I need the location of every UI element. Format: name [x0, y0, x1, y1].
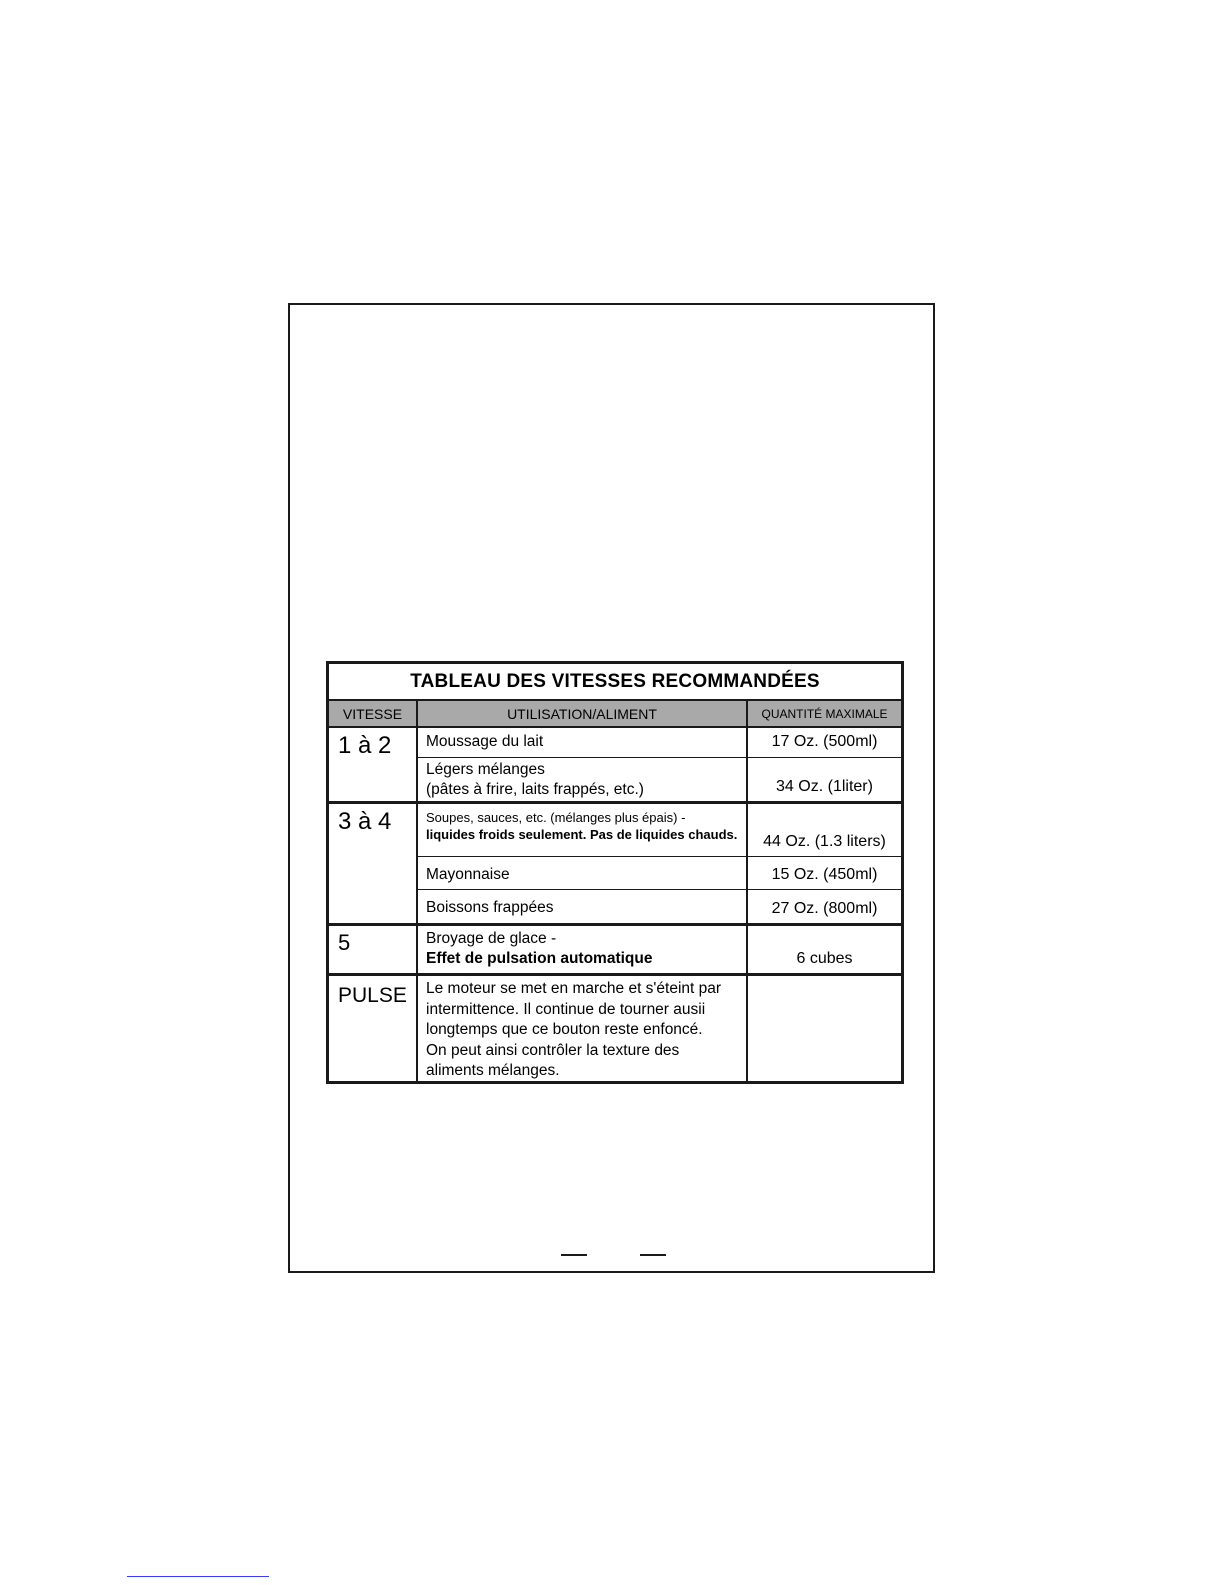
speed-group: [329, 801, 901, 923]
use-cell: [418, 804, 748, 856]
page-number-dash-left: [561, 1254, 587, 1256]
header-use: UTILISATION/ALIMENT: [418, 701, 748, 726]
use-text: Boissons frappées: [426, 899, 554, 916]
use-text: Le moteur se met en marche et s'éteint par: [426, 980, 722, 997]
speed-group: [329, 923, 901, 973]
quantity-cell: [748, 976, 901, 1081]
use-text: (pâtes à frire, laits frappés, etc.): [426, 781, 644, 798]
speed-label: 1 à 2: [329, 728, 418, 801]
use-text: Moussage du lait: [426, 733, 544, 750]
table-title: TABLEAU DES VITESSES RECOMMANDÉES: [410, 670, 820, 692]
use-text: longtemps que ce bouton reste enfoncé.: [426, 1021, 703, 1038]
use-text: Légers mélanges: [426, 761, 545, 778]
header-speed: VITESSE: [329, 701, 418, 726]
table-row: [418, 856, 901, 889]
use-cell: [418, 890, 748, 923]
quantity-cell: 15 Oz. (450ml): [771, 866, 878, 883]
use-text: intermittence. Il continue de tourner ausii: [426, 1000, 706, 1018]
use-cell: [418, 857, 748, 889]
quantity-cell: 6 cubes: [796, 950, 853, 967]
use-cell: [418, 728, 748, 757]
quantity-cell: 17 Oz. (500ml): [771, 733, 878, 750]
speed-label: PULSE: [329, 976, 418, 1081]
table-row: [418, 804, 901, 856]
quantity-cell: 34 Oz. (1liter): [776, 778, 873, 795]
link-underline[interactable]: [127, 1576, 269, 1577]
speed-table: [326, 661, 904, 1084]
table-row: [418, 757, 901, 801]
use-text: Soupes, sauces, etc. (mélanges plus épais) -: [426, 810, 686, 825]
speed-label: 3 à 4: [329, 804, 418, 923]
use-text: On peut ainsi contrôler la texture des: [426, 1041, 680, 1059]
header-quantity: QUANTITÉ MAXIMALE: [761, 706, 888, 721]
use-cell: [418, 926, 748, 973]
use-cell: [418, 758, 748, 801]
quantity-cell: 27 Oz. (800ml): [771, 900, 878, 917]
speed-label: 5: [329, 926, 418, 973]
use-text: Mayonnaise: [426, 866, 510, 883]
table-row: [418, 728, 901, 757]
table-row: [418, 926, 901, 973]
use-text-bold: Effet de pulsation automatique: [426, 950, 653, 967]
speed-group: [329, 728, 901, 801]
use-text: Broyage de glace -: [426, 930, 557, 947]
table-header: [329, 699, 901, 728]
table-row: [418, 976, 901, 1081]
table-row: [418, 889, 901, 923]
use-text: aliments mélanges.: [426, 1062, 560, 1079]
page-number-dash-right: [640, 1254, 666, 1256]
speed-group: [329, 973, 901, 1081]
quantity-cell: 44 Oz. (1.3 liters): [763, 833, 886, 850]
use-cell: [418, 976, 748, 1081]
use-text-bold: liquides froids seulement. Pas de liquides chauds.: [426, 827, 738, 842]
